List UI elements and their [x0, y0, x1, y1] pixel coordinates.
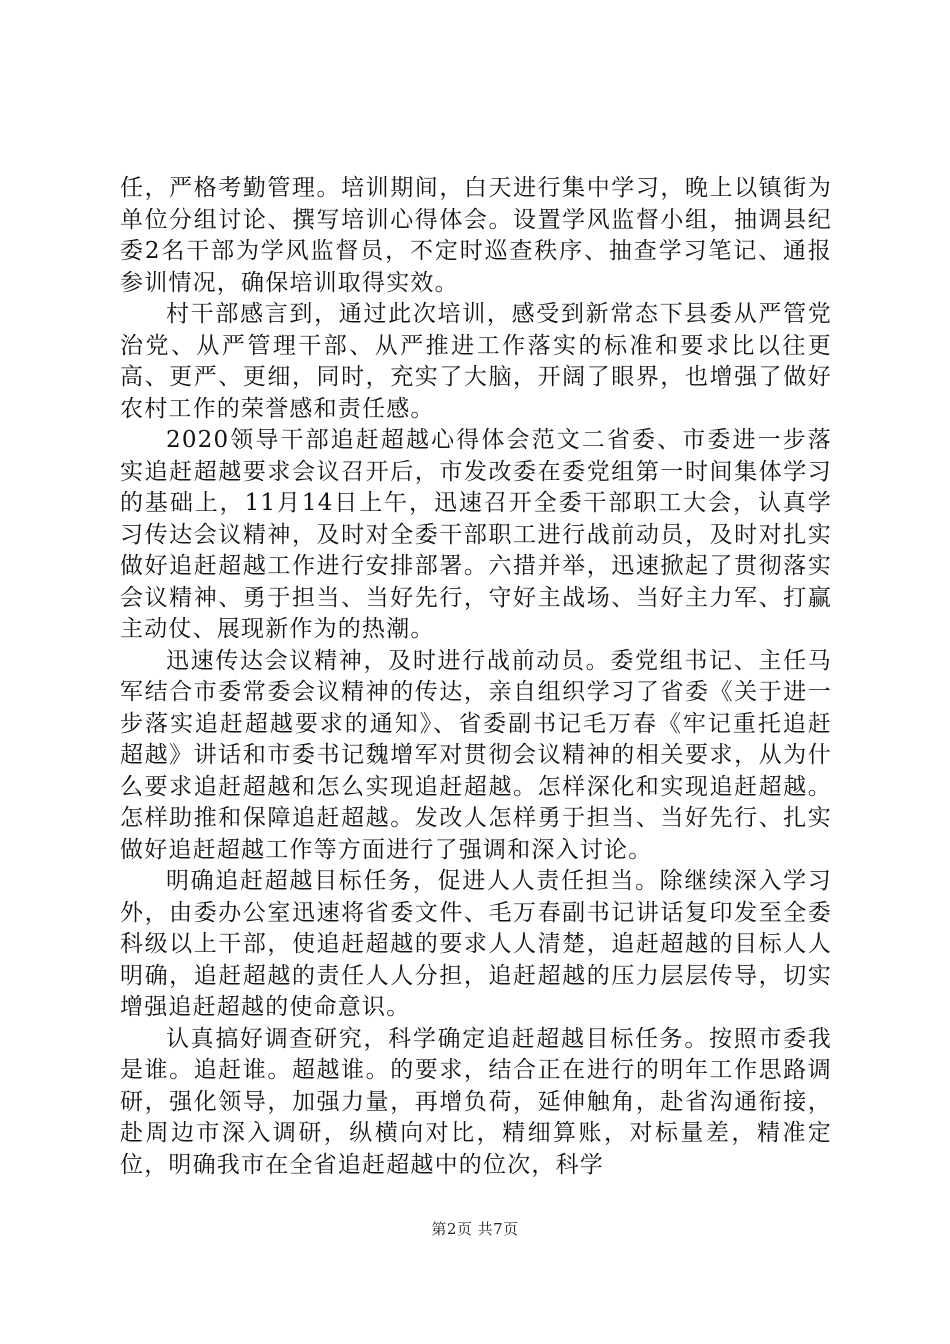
paragraph-3: 2020领导干部追赶超越心得体会范文二省委、市委进一步落实追赶超越要求会议召开后，市发改委在委党组第一时间集体学习的基础上，11月14日上午，迅速召开全委干部职工大会，认真学习传达会议精神，及时对全委干部职工进行战前动员，及时对扎实做好追赶超越工作进行安排部署。六措并举，迅速掀起了贯彻落实会议精神、勇于担当、当好先行，守好主战场、当好主力军、打赢主动仗、展现新作为的热潮。: [120, 427, 832, 642]
document-body: [120, 173, 832, 1181]
paragraph-2: 村干部感言到，通过此次培训，感受到新常态下县委从严管党治党、从严管理干部、从严推进工作落实的标准和要求比以往更高、更严、更细，同时，充实了大脑，开阔了眼界，也增强了做好农村工作的荣誉感和责任感。: [120, 301, 832, 422]
paragraph-4: 迅速传达会议精神，及时进行战前动员。委党组书记、主任马军结合市委常委会议精神的传达，亲自组织学习了省委《关于进一步落实追赶超越要求的通知》、省委副书记毛万春《牢记重托追赶超越》讲话和市委书记魏增军对贯彻会议精神的相关要求，从为什么要求追赶超越和怎么实现追赶超越。怎样深化和实现追赶超越。怎样助推和保障追赶超越。发改人怎样勇于担当、当好先行、扎实做好追赶超越工作等方面进行了强调和深入讨论。: [120, 647, 832, 863]
paragraph-6: 认真搞好调查研究，科学确定追赶超越目标任务。按照市委我是谁。追赶谁。超越谁。的要求，结合正在进行的明年工作思路调研，强化领导，加强力量，再增负荷，延伸触角，赴省沟通衔接，赴周边市深入调研，纵横向对比，精细算账，对标量差，精准定位，明确我市在全省追赶超越中的位次，科学: [120, 1025, 832, 1178]
page-number-footer: 第2页 共7页: [431, 1220, 519, 1238]
paragraph-5: 明确追赶超越目标任务，促进人人责任担当。除继续深入学习外，由委办公室迅速将省委文件、毛万春副书记讲话复印发至全委科级以上干部，使追赶超越的要求人人清楚，追赶超越的目标人人明确，追赶超越的责任人人分担，追赶超越的压力层层传导，切实增强追赶超越的使命意识。: [120, 868, 832, 1020]
paragraph-1: 任，严格考勤管理。培训期间，白天进行集中学习，晚上以镇街为单位分组讨论、撰写培训心得体会。设置学风监督小组，抽调县纪委2名干部为学风监督员，不定时巡查秩序、抽查学习笔记、通报参训情况，确保培训取得实效。: [120, 175, 832, 296]
